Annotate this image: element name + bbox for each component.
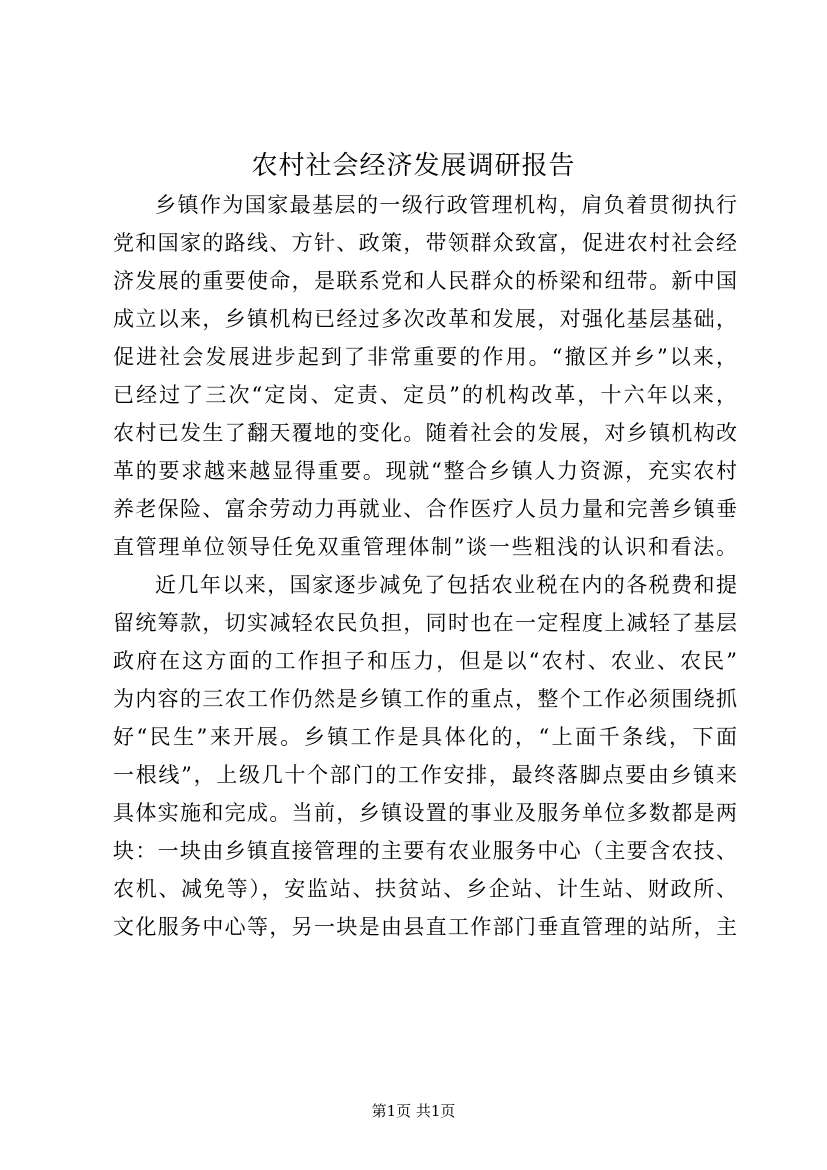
text-line: 已经过了三次“定岗、定责、定员”的机构改革，十六年以来， [113, 383, 737, 407]
text-line: 成立以来，乡镇机构已经过多次改革和发展，对强化基层基础， [113, 307, 737, 331]
text-line: 济发展的重要使命，是联系党和人民群众的桥梁和纽带。新中国 [113, 269, 737, 293]
text-line: 革的要求越来越显得重要。现就“整合乡镇人力资源，充实农村 [113, 459, 737, 483]
text-line: 具体实施和完成。当前，乡镇设置的事业及服务单位多数都是两 [113, 801, 737, 825]
text-line: 政府在这方面的工作担子和压力，但是以“农村、农业、农民” [113, 649, 737, 673]
text-line: 好“民生”来开展。乡镇工作是具体化的，“上面千条线，下面 [113, 725, 737, 749]
text-line: 促进社会发展进步起到了非常重要的作用。“撤区并乡”以来， [113, 345, 737, 369]
text-line: 块：一块由乡镇直接管理的主要有农业服务中心（主要含农技、 [113, 839, 737, 863]
text-line: 为内容的三农工作仍然是乡镇工作的重点，整个工作必须围绕抓 [113, 687, 737, 711]
page-number-footer: 第1页 共1页 [371, 1102, 456, 1120]
text-line: 乡镇作为国家最基层的一级行政管理机构，肩负着贯彻执行 [155, 193, 737, 217]
text-line: 农机、减免等），安监站、扶贫站、乡企站、计生站、财政所、 [113, 877, 737, 901]
text-line: 直管理单位领导任免双重管理体制”谈一些粗浅的认识和看法。 [113, 535, 737, 559]
text-line: 近几年以来，国家逐步减免了包括农业税在内的各税费和提 [155, 573, 737, 597]
text-line: 文化服务中心等，另一块是由县直工作部门垂直管理的站所，主 [113, 915, 737, 939]
text-line: 留统筹款，切实减轻农民负担，同时也在一定程度上减轻了基层 [113, 611, 737, 635]
text-line: 党和国家的路线、方针、政策，带领群众致富，促进农村社会经 [113, 231, 737, 255]
text-line: 养老保险、富余劳动力再就业、合作医疗人员力量和完善乡镇垂 [113, 497, 737, 521]
text-line: 一根线”，上级几十个部门的工作安排，最终落脚点要由乡镇来 [113, 763, 737, 787]
document-title: 农村社会经济发展调研报告 [251, 151, 576, 181]
text-line: 农村已发生了翻天覆地的变化。随着社会的发展，对乡镇机构改 [113, 421, 737, 445]
